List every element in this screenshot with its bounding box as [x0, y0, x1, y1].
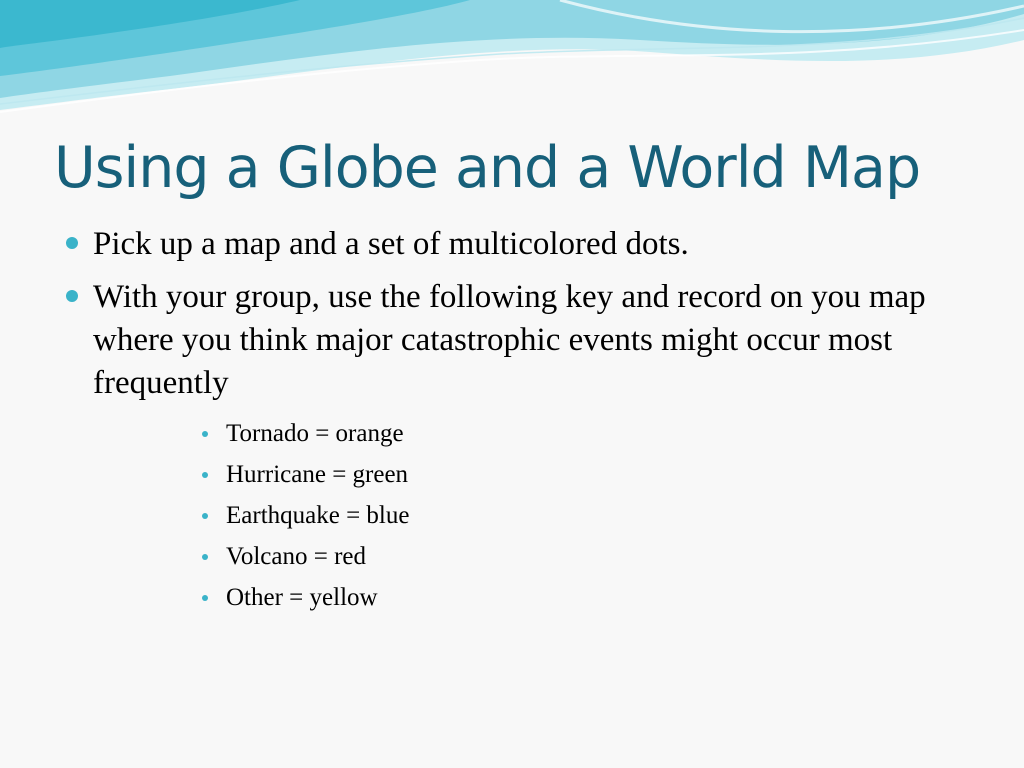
- key-item: [202, 577, 409, 618]
- key-item: [202, 536, 409, 577]
- key-item: [202, 454, 409, 495]
- key-item-text: Other = yellow: [226, 584, 378, 611]
- bullet-text: With your group, use the following key and record on you map where you think major catastrophic events might occur most frequently: [93, 279, 926, 401]
- bullet-item: [66, 223, 966, 266]
- key-item-text: Volcano = red: [226, 543, 366, 570]
- key-item-text: Earthquake = blue: [226, 502, 410, 529]
- slide-title: Using a Globe and a World Map: [54, 135, 921, 201]
- bullet-text: Pick up a map and a set of multicolored dots.: [93, 226, 689, 262]
- key-item: [202, 495, 409, 536]
- key-item: [202, 413, 409, 454]
- bullet-list: [66, 223, 966, 415]
- header-wave-decoration: [0, 0, 1024, 130]
- bullet-item: [66, 276, 966, 405]
- bullet-dot-icon: [202, 472, 208, 478]
- bullet-dot-icon: [66, 290, 78, 302]
- bullet-dot-icon: [202, 554, 208, 560]
- bullet-dot-icon: [202, 431, 208, 437]
- key-list: [202, 413, 409, 618]
- key-item-text: Hurricane = green: [226, 461, 409, 488]
- bullet-dot-icon: [202, 595, 208, 601]
- key-item-text: Tornado = orange: [226, 420, 404, 447]
- bullet-dot-icon: [66, 237, 78, 249]
- bullet-dot-icon: [202, 513, 208, 519]
